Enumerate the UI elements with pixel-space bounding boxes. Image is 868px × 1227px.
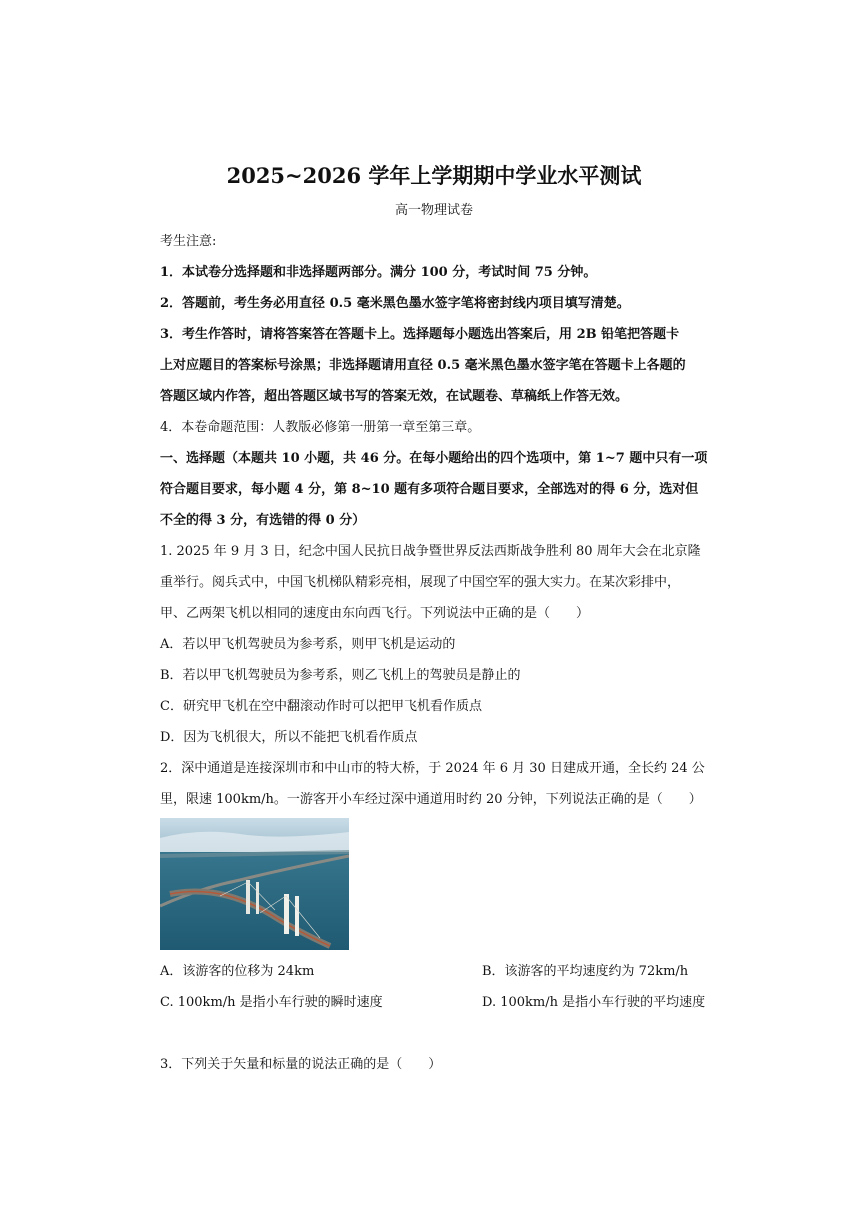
section-1-instructions-2: 符合题目要求，每小题 4 分，第 8~10 题有多项符合题目要求，全部选对的得 6 分，选对但 [160, 482, 699, 497]
notice-item-4: 4．本卷命题范围：人教版必修第一册第一章至第三章。 [160, 420, 481, 435]
section-1-instructions-3: 不全的得 3 分，有选错的得 0 分） [160, 513, 366, 528]
q2-stem-1: 2．深中通道是连接深圳市和中山市的特大桥，于 2024 年 6 月 30 日建成开通，全长约 24 公 [160, 761, 705, 776]
q1-option-c: C．研究甲飞机在空中翻滚动作时可以把甲飞机看作质点 [160, 699, 482, 714]
exam-title: 2025~2026 学年上学期期中学业水平测试 [226, 163, 642, 188]
q2-option-c: C. 100km/h 是指小车行驶的瞬时速度 [160, 995, 383, 1010]
notice-item-3: 3．考生作答时，请将答案答在答题卡上。选择题每小题选出答案后，用 2B 铅笔把答题卡 [160, 327, 680, 342]
q2-option-a: A．该游客的位移为 24km [160, 964, 315, 979]
q2-option-d: D. 100km/h 是指小车行驶的平均速度 [482, 995, 706, 1010]
q1-option-b: B．若以甲飞机驾驶员为参考系，则乙飞机上的驾驶员是静止的 [160, 668, 521, 683]
q1-stem-1: 1. 2025 年 9 月 3 日，纪念中国人民抗日战争暨世界反法西斯战争胜利 80 周年大会在北京隆 [160, 544, 701, 559]
section-1-instructions-1: 一、选择题（本题共 10 小题，共 46 分。在每小题给出的四个选项中，第 1~7 题中只有一项 [160, 451, 708, 466]
notice-heading: 考生注意: [160, 234, 217, 249]
q1-option-a: A．若以甲飞机驾驶员为参考系，则甲飞机是运动的 [160, 637, 456, 652]
notice-item-1: 1．本试卷分选择题和非选择题两部分。满分 100 分，考试时间 75 分钟。 [160, 265, 597, 280]
exam-subtitle: 高一物理试卷 [394, 203, 473, 218]
bridge-photo [160, 818, 349, 950]
q2-stem-2: 里，限速 100km/h。一游客开小车经过深中通道用时约 20 分钟，下列说法正确的是（ ） [160, 792, 702, 807]
notice-item-3-cont-1: 上对应题目的答案标号涂黑；非选择题请用直径 0.5 毫米黑色墨水签字笔在答题卡上各题的 [160, 358, 686, 373]
q3-stem: 3．下列关于矢量和标量的说法正确的是（ ） [160, 1057, 442, 1072]
q1-stem-3: 甲、乙两架飞机以相同的速度由东向西飞行。下列说法中正确的是（ ） [160, 606, 590, 621]
notice-item-2: 2．答题前，考生务必用直径 0.5 毫米黑色墨水签字笔将密封线内项目填写清楚。 [160, 296, 630, 311]
q1-stem-2: 重举行。阅兵式中，中国飞机梯队精彩亮相，展现了中国空军的强大实力。在某次彩排中， [160, 575, 681, 590]
notice-item-3-cont-2: 答题区域内作答，超出答题区域书写的答案无效，在试题卷、草稿纸上作答无效。 [160, 389, 629, 404]
q2-option-b: B．该游客的平均速度约为 72km/h [482, 964, 689, 979]
q1-option-d: D．因为飞机很大，所以不能把飞机看作质点 [160, 730, 418, 745]
